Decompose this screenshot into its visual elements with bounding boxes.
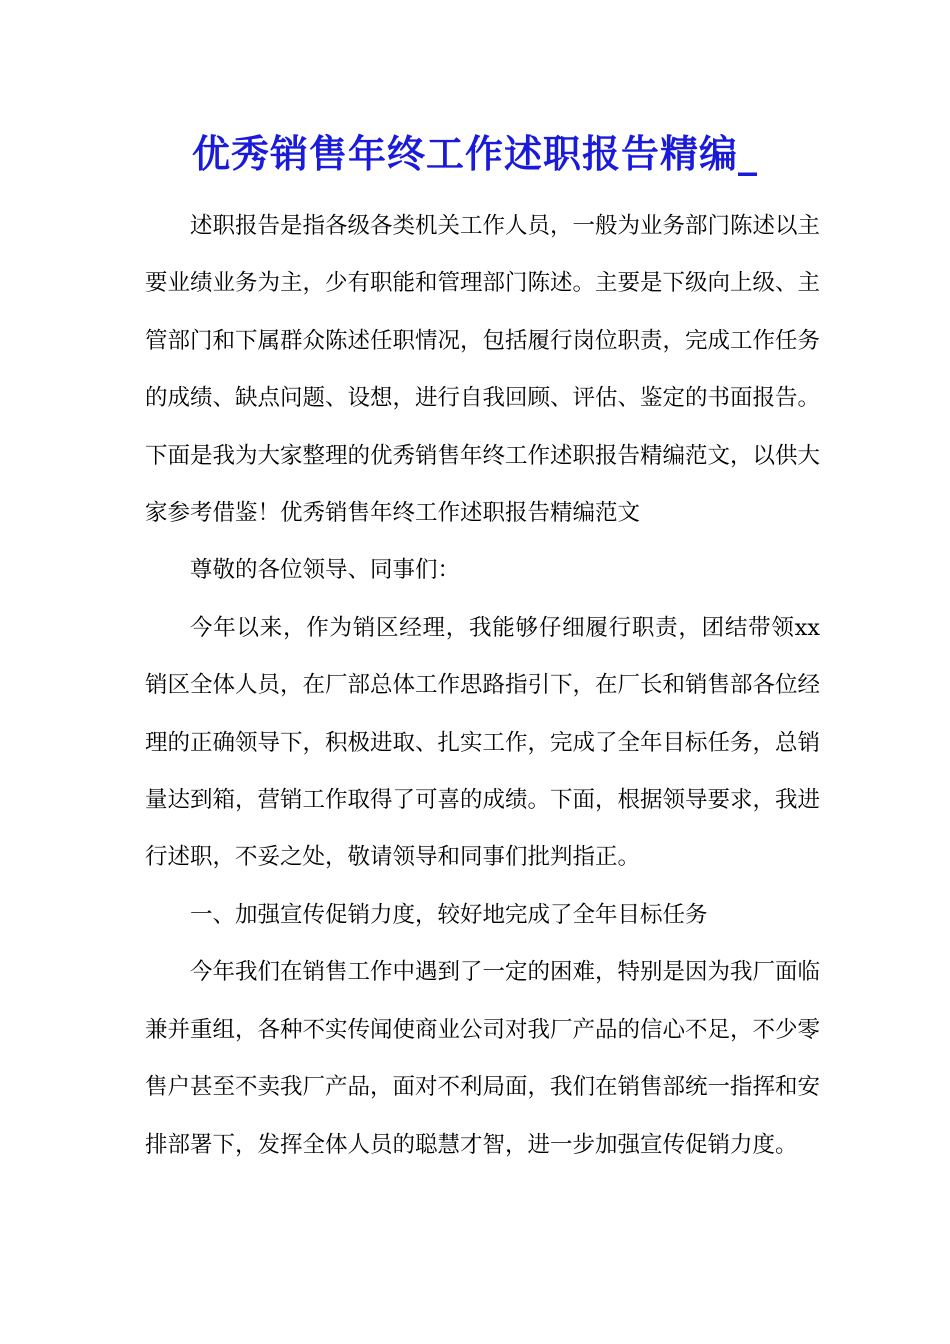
paragraph-intro: 述职报告是指各级各类机关工作人员，一般为业务部门陈述以主要业绩业务为主，少有职能和管理部门陈述。主要是下级向上级、主管部门和下属群众陈述任职情况，包括履行岗位职责，完成工作任务的成绩、缺点问题、设想，进行自我回顾、评估、鉴定的书面报告。下面是我为大家整理的优秀销售年终工作述职报告精编范文，以供大家参考借鉴！优秀销售年终工作述职报告精编范文 — [145, 213, 821, 527]
document-title: 优秀销售年终工作述职报告精编_ — [191, 131, 758, 176]
paragraph-summary: 今年以来，作为销区经理，我能够仔细履行职责，团结带领xx销区全体人员，在厂部总体工作思路指引下，在厂长和销售部各位经理的正确领导下，积极进取、扎实工作，完成了全年目标任务，总销量达到箱，营销工作取得了可喜的成绩。下面，根据领导要求，我进行述职，不妥之处，敬请领导和同事们批判指正。 — [145, 614, 821, 871]
paragraph-section-heading: 一、加强宣传促销力度，较好地完成了全年目标任务 — [190, 901, 708, 928]
document-body — [145, 198, 820, 1174]
paragraph-salutation: 尊敬的各位领导、同事们： — [190, 557, 461, 584]
paragraph-section-body: 今年我们在销售工作中遇到了一定的困难，特别是因为我厂面临兼并重组，各种不实传闻使商业公司对我厂产品的信心不足，不少零售户甚至不卖我厂产品，面对不利局面，我们在销售部统一指挥和安排部署下，发挥全体人员的聪慧才智，进一步加强宣传促销力度。 — [145, 959, 821, 1158]
